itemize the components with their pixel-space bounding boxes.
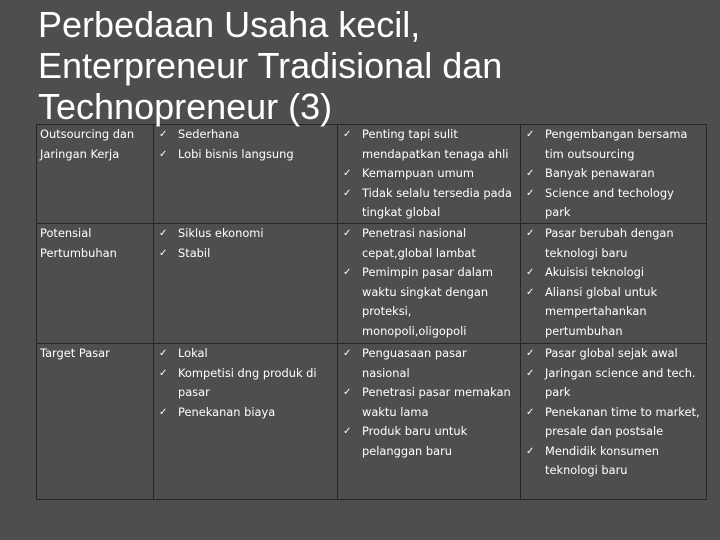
- slide-title: [38, 4, 708, 127]
- checklist-item: ✓ Pasar berubah dengan teknologi baru: [525, 224, 702, 263]
- checklist-item: ✓ Mendidik konsumen teknologi baru: [525, 442, 702, 481]
- row-label: Outsourcing dan Jaringan Kerja: [37, 125, 154, 224]
- checklist-item: ✓ Pengembangan bersama tim outsourcing: [525, 125, 702, 164]
- checklist-item: ✓ Kemampuan umum: [342, 164, 516, 184]
- checklist-item: ✓ Pemimpin pasar dalam waktu singkat dengan proteksi, monopoli,oligopoli: [342, 263, 516, 341]
- slide-title-line: Technopreneur (3): [38, 86, 333, 127]
- cell-usaha-kecil: [154, 224, 338, 344]
- checklist: [525, 224, 702, 341]
- cell-tradisional: [338, 125, 521, 224]
- checklist-item: ✓ Akuisisi teknologi: [525, 263, 702, 283]
- checklist-item: ✓ Tidak selalu tersedia pada tingkat global: [342, 184, 516, 223]
- slide-title-line: Enterpreneur Tradisional dan: [38, 45, 503, 86]
- table-row: [37, 224, 707, 344]
- checklist-item: ✓ Penekanan biaya: [158, 403, 333, 423]
- cell-usaha-kecil: [154, 125, 338, 224]
- checklist: [158, 125, 333, 164]
- checklist-item: ✓ Science and techology park: [525, 184, 702, 223]
- checklist-item: ✓ Pasar global sejak awal: [525, 344, 702, 364]
- cell-tradisional: [338, 224, 521, 344]
- row-label: Target Pasar: [37, 344, 154, 500]
- checklist: [342, 344, 516, 461]
- checklist-item: ✓ Penekanan time to market, presale dan postsale: [525, 403, 702, 442]
- checklist: [342, 125, 516, 223]
- checklist-item: ✓ Stabil: [158, 244, 333, 264]
- cell-usaha-kecil: [154, 344, 338, 500]
- checklist-item: ✓ Aliansi global untuk mempertahankan pertumbuhan: [525, 283, 702, 342]
- checklist-item: ✓ Penetrasi pasar memakan waktu lama: [342, 383, 516, 422]
- checklist-item: ✓ Lobi bisnis langsung: [158, 145, 333, 165]
- checklist: [342, 224, 516, 341]
- checklist-item: ✓ Lokal: [158, 344, 333, 364]
- checklist-item: ✓ Produk baru untuk pelanggan baru: [342, 422, 516, 461]
- row-label: Potensial Pertumbuhan: [37, 224, 154, 344]
- checklist: [158, 344, 333, 422]
- checklist-item: ✓ Penguasaan pasar nasional: [342, 344, 516, 383]
- checklist-item: ✓ Sederhana: [158, 125, 333, 145]
- cell-technopreneur: [521, 344, 707, 500]
- slide-title-line: Perbedaan Usaha kecil,: [38, 4, 421, 45]
- checklist-item: ✓ Kompetisi dng produk di pasar: [158, 364, 333, 403]
- table-row: [37, 125, 707, 224]
- comparison-table: [36, 124, 707, 500]
- checklist-item: ✓ Banyak penawaran: [525, 164, 702, 184]
- table-body: [37, 125, 707, 500]
- checklist-item: ✓ Penetrasi nasional cepat,global lambat: [342, 224, 516, 263]
- cell-tradisional: [338, 344, 521, 500]
- checklist: [525, 344, 702, 481]
- checklist: [525, 125, 702, 223]
- cell-technopreneur: [521, 125, 707, 224]
- checklist: [158, 224, 333, 263]
- checklist-item: ✓ Jaringan science and tech. park: [525, 364, 702, 403]
- checklist-item: ✓ Penting tapi sulit mendapatkan tenaga ahli: [342, 125, 516, 164]
- cell-technopreneur: [521, 224, 707, 344]
- checklist-item: ✓ Siklus ekonomi: [158, 224, 333, 244]
- table-row: [37, 344, 707, 500]
